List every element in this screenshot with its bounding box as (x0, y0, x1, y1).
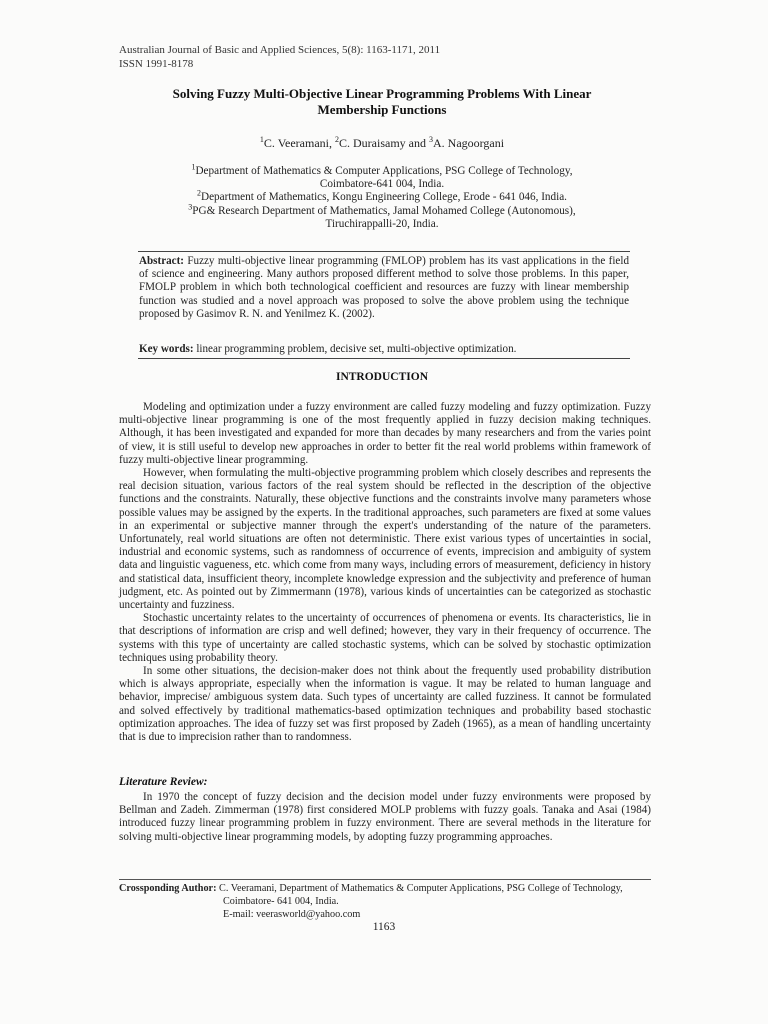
paragraph: In some other situations, the decision-maker does not think about the frequently used probability distribution which is always appropriate, especially when the information is vague. It may be related to human language and behavior, imprecise/ ambiguous system data. Such types of uncertainty are called fuzziness. It cannot be formulated and solved effectively by traditional mathematics-based optimization techniques and probability based stochastic optimization approaches. The idea of fuzzy set was first proposed by Zadeh (1965), as a mean of handling uncertainty that is due to imprecision rather than to randomness. (119, 665, 651, 744)
footnote-line-1 (119, 882, 623, 895)
affiliation-3-mark: 3 (188, 201, 193, 211)
title-line-1: Solving Fuzzy Multi-Objective Linear Programming Problems With Linear (172, 86, 592, 101)
affiliation-2-mark: 2 (197, 188, 201, 198)
author-3-mark: 3 (428, 135, 433, 144)
author-1-mark: 1 (259, 135, 264, 144)
author-1: C. Veeramani, (263, 136, 335, 150)
footnote-text: C. Veeramani, Department of Mathematics & Computer Applications, PSG College of Technology, (216, 883, 623, 894)
author-2-mark: 2 (335, 135, 339, 144)
affiliations (119, 162, 645, 231)
footnote-email: E-mail: veerasworld@yahoo.com (223, 909, 361, 920)
literature-review-body (119, 791, 651, 844)
paper-title (119, 86, 645, 118)
author-3: A. Nagoorgani (432, 136, 505, 150)
introduction-body (119, 401, 651, 744)
affiliation-3-text: PG& Research Department of Mathematics, Jamal Mohamed College (Autonomous), (192, 204, 576, 217)
abstract-text: Fuzzy multi-objective linear programming (FMLOP) problem has its vast applications in the field of science and engineering. Many authors proposed different method to solve those problems. In this paper, FMOLP problem in which both technological coefficient and resources are fuzzy with linear membership function was studied and a novel approach was proposed to solve the above problem using the technique proposed by Gasimov R. N. and Yenilmez K. (2002). (139, 255, 629, 320)
affiliation-1-mark: 1 (191, 162, 196, 172)
affiliation-1-text: Department of Mathematics & Computer Applications, PSG College of Technology, (195, 165, 573, 177)
footnote-line-2: Coimbatore- 641 004, India. (223, 896, 339, 907)
abstract-bottom-rule (138, 358, 630, 359)
journal-issn: ISSN 1991-8178 (119, 57, 194, 70)
affiliation-3-city: Tiruchirappalli-20, India. (325, 217, 439, 230)
paragraph: Stochastic uncertainty relates to the uncertainty of occurrences of phenomena or events. Its characteristics, lie in that descriptions of information are crisp and well defined; however, they vary in their frequency of occurrence. The systems with this type of uncertainty are called stochastic systems, which can be solved by stochastic optimization techniques using probability theory. (119, 612, 651, 664)
abstract-top-rule (138, 251, 630, 252)
section-heading-literature-review: Literature Review: (119, 776, 208, 788)
paragraph: However, when formulating the multi-objective programming problem which closely describes and represents the real decision situation, various factors of the real system should be reflected in the description of the objective functions and the constraints. Naturally, these objective functions and the constraints involve many parameters whose possible values may be assigned by the experts. In the traditional approaches, such parameters are fixed at some values in an experimental or subjective manner through the expert's understanding of the nature of the parameters. Unfortunately, real world situations are often not deterministic. There exist various types of uncertainties in social, industrial and economic systems, such as randomness of occurrence of events, imprecision and ambiguity of system data and linguistic vagueness, etc. which come from many ways, including errors of measurement, deficiency in history and statistical data, insufficient theory, incomplete knowledge expression and the subjectivity and preference of human judgment, etc. As pointed out by Zimmermann (1978), various kinds of uncertainties can be categorized as stochastic uncertainty and fuzziness. (119, 467, 651, 612)
paragraph: In 1970 the concept of fuzzy decision and the decision model under fuzzy environments were proposed by Bellman and Zadeh. Zimmerman (1978) first considered MOLP problems with fuzzy goals. Tanaka and Asai (1984) introduced fuzzy linear programming problem in fuzzy environment. There are several methods in the literature for solving multi-objective linear programming models, by adopting fuzzy programming approaches. (119, 791, 651, 843)
keywords-text: linear programming problem, decisive set, multi-objective optimization. (193, 343, 517, 355)
affiliation-2 (119, 188, 645, 204)
affiliation-1-city: Coimbatore-641 004, India. (319, 178, 445, 191)
journal-citation: Australian Journal of Basic and Applied Sciences, 5(8): 1163-1171, 2011 (119, 44, 441, 56)
journal-header (119, 44, 440, 71)
affiliation-3 (119, 201, 645, 218)
abstract-label: Abstract: (139, 255, 184, 267)
footnote-rule (119, 879, 651, 880)
author-2: C. Duraisamy and (339, 136, 429, 150)
page-number: 1163 (372, 921, 396, 933)
section-heading-introduction: INTRODUCTION (335, 371, 428, 383)
keywords (139, 343, 629, 356)
author-list (119, 136, 645, 151)
paragraph: Modeling and optimization under a fuzzy environment are called fuzzy modeling and fuzzy optimization. Fuzzy multi-objective linear programming is one of the most frequently applied in fuzzy decision making techniques. Although, it has been investigated and expanded for more than decades by many researchers and from the varies point of view, it is still useful to develop new approaches in order to better fit the real world problems within framework of fuzzy multi-objective linear programming. (119, 401, 651, 466)
keywords-label: Key words: (139, 343, 194, 355)
corresponding-author-footnote (119, 882, 623, 921)
abstract (139, 255, 629, 321)
title-line-2: Membership Functions (317, 102, 447, 117)
footnote-label: Crossponding Author: (119, 883, 217, 894)
affiliation-1 (119, 162, 645, 178)
affiliation-2-text: Department of Mathematics, Kongu Engineering College, Erode - 641 046, India. (201, 191, 567, 204)
